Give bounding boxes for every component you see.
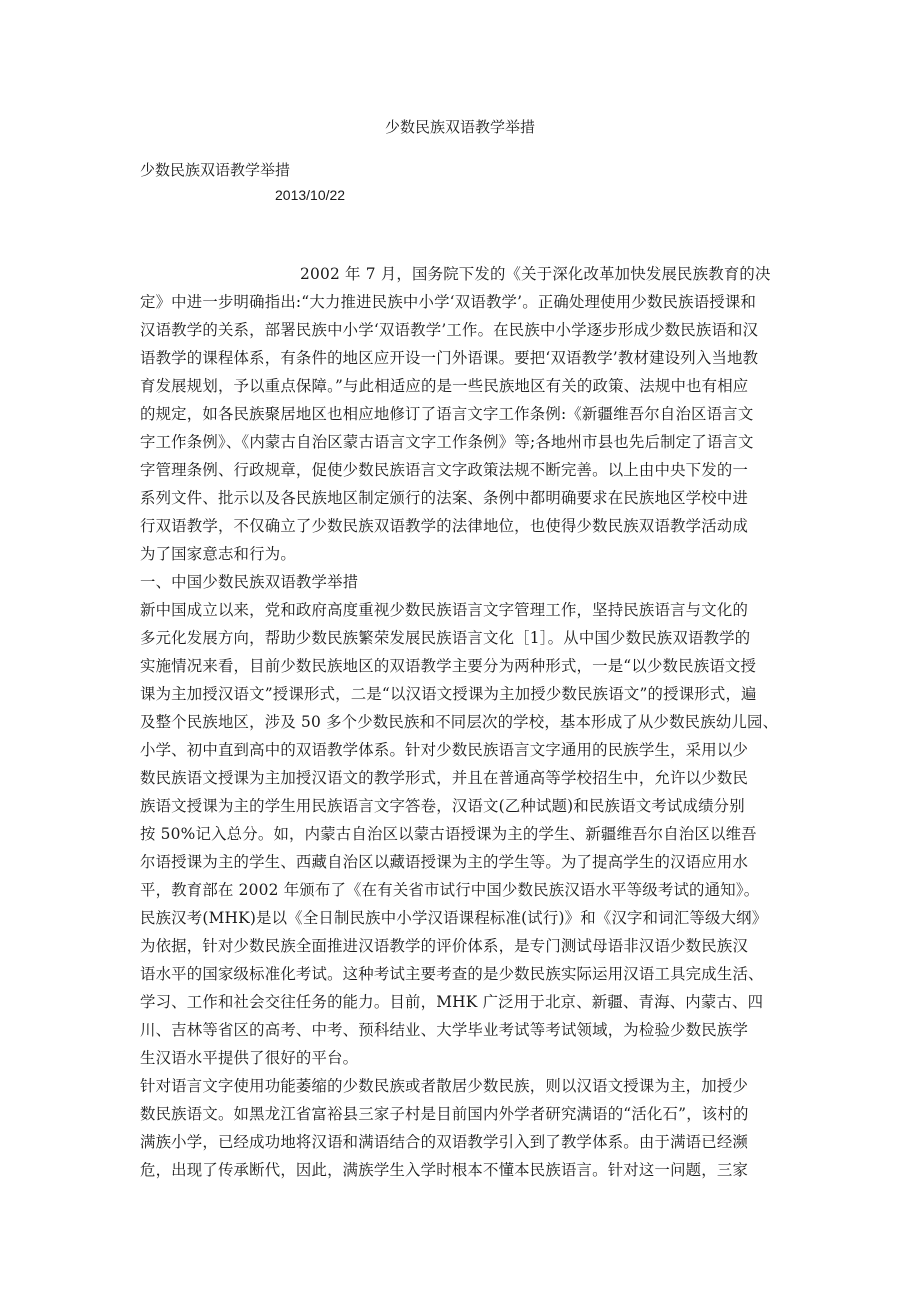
text-line: 新中国成立以来，党和政府高度重视少数民族语言文字管理工作，坚持民族语言与文化的: [140, 601, 749, 619]
text-line: 数民族语文授课为主加授汉语文的教学形式，并且在普通高等学校招生中，允许以少数民: [140, 769, 749, 787]
text-line: 的规定，如各民族聚居地区也相应地修订了语言文字工作条例:《新疆维吾尔自治区语言文: [140, 405, 754, 423]
text-line: 民族汉考(MHK)是以《全日制民族中小学汉语课程标准(试行)》和《汉字和词汇等级大纲》: [140, 909, 768, 927]
text-line: 2002 年 7 月，国务院下发的《关于深化改革加快发展民族教育的决: [300, 265, 771, 283]
text-line: 定》中进一步明确指出:“大力推进民族中小学‘双语教学’。正确处理使用少数民族语授课和: [140, 293, 757, 311]
document-title: 少数民族双语教学举措: [384, 118, 535, 136]
text-line: 为依据，针对少数民族全面推进汉语教学的评价体系，是专门测试母语非汉语少数民族汉: [140, 937, 749, 955]
text-line: 学习、工作和社会交往任务的能力。目前，MHK 广泛用于北京、新疆、青海、内蒙古、四: [140, 993, 764, 1011]
text-line: 课为主加授汉语文”授课形式，二是“以汉语文授课为主加授少数民族语文”的授课形式，遍: [140, 685, 757, 703]
text-line: 满族小学，已经成功地将汉语和满语结合的双语教学引入到了教学体系。由于满语已经濒: [140, 1133, 749, 1151]
text-line: 针对语言文字使用功能萎缩的少数民族或者散居少数民族，则以汉语文授课为主，加授少: [140, 1077, 749, 1095]
text-line: 为了国家意志和行为。: [140, 545, 296, 563]
text-line: 川、吉林等省区的高考、中考、预科结业、大学毕业考试等考试领域，为检验少数民族学: [140, 1021, 749, 1039]
text-line: 行双语教学，不仅确立了少数民族双语教学的法律地位，也使得少数民族双语教学活动成: [140, 517, 749, 535]
text-line: 平，教育部在 2002 年颁布了《在有关省市试行中国少数民族汉语水平等级考试的通知》。: [140, 881, 760, 899]
text-line: 语水平的国家级标准化考试。这种考试主要考查的是少数民族实际运用汉语工具完成生活、: [140, 965, 764, 983]
text-line: 及整个民族地区，涉及 50 多个少数民族和不同层次的学校，基本形成了从少数民族幼儿园、: [140, 713, 779, 731]
text-line: 育发展规划，予以重点保障。”与此相适应的是一些民族地区有关的政策、法规中也有相应: [140, 377, 749, 395]
text-line: 危，出现了传承断代，因此，满族学生入学时根本不懂本民族语言。针对这一问题，三家: [140, 1161, 749, 1179]
document-date: 2013/10/22: [275, 187, 346, 203]
text-line: 族语文授课为主的学生用民族语言文字答卷，汉语文(乙种试题)和民族语文考试成绩分别: [140, 797, 745, 815]
text-line: 语教学的课程体系，有条件的地区应开设一门外语课。要把‘双语教学’教材建设列入当地教: [140, 349, 759, 367]
text-line: 按 50%记入总分。如，内蒙古自治区以蒙古语授课为主的学生、新疆维吾尔自治区以维吾: [140, 825, 757, 843]
text-line: 实施情况来看，目前少数民族地区的双语教学主要分为两种形式，一是“以少数民族语文授: [140, 657, 757, 675]
document-subtitle: 少数民族双语教学举措: [140, 161, 291, 179]
text-line: 生汉语水平提供了很好的平台。: [140, 1049, 359, 1067]
text-line: 字工作条例》、《内蒙古自治区蒙古语言文字工作条例》等;各地州市县也先后制定了语言文: [140, 433, 754, 451]
text-line: 数民族语文。如黑龙江省富裕县三家子村是目前国内外学者研究满语的“活化石”，该村的: [140, 1105, 749, 1123]
text-line: 字管理条例、行政规章，促使少数民族语言文字政策法规不断完善。以上由中央下发的一: [140, 461, 749, 479]
text-line: 系列文件、批示以及各民族地区制定颁行的法案、条例中都明确要求在民族地区学校中进: [140, 489, 749, 507]
text-line: 多元化发展方向，帮助少数民族繁荣发展民族语言文化［1］。从中国少数民族双语教学的: [140, 629, 751, 647]
section-heading: 一、中国少数民族双语教学举措: [140, 573, 359, 591]
text-line: 汉语教学的关系，部署民族中小学‘双语教学’工作。在民族中小学逐步形成少数民族语和汉: [140, 321, 759, 339]
text-line: 尔语授课为主的学生、西藏自治区以藏语授课为主的学生等。为了提高学生的汉语应用水: [140, 853, 749, 871]
text-line: 小学、初中直到高中的双语教学体系。针对少数民族语言文字通用的民族学生，采用以少: [140, 741, 749, 759]
document-body: [140, 260, 805, 1184]
